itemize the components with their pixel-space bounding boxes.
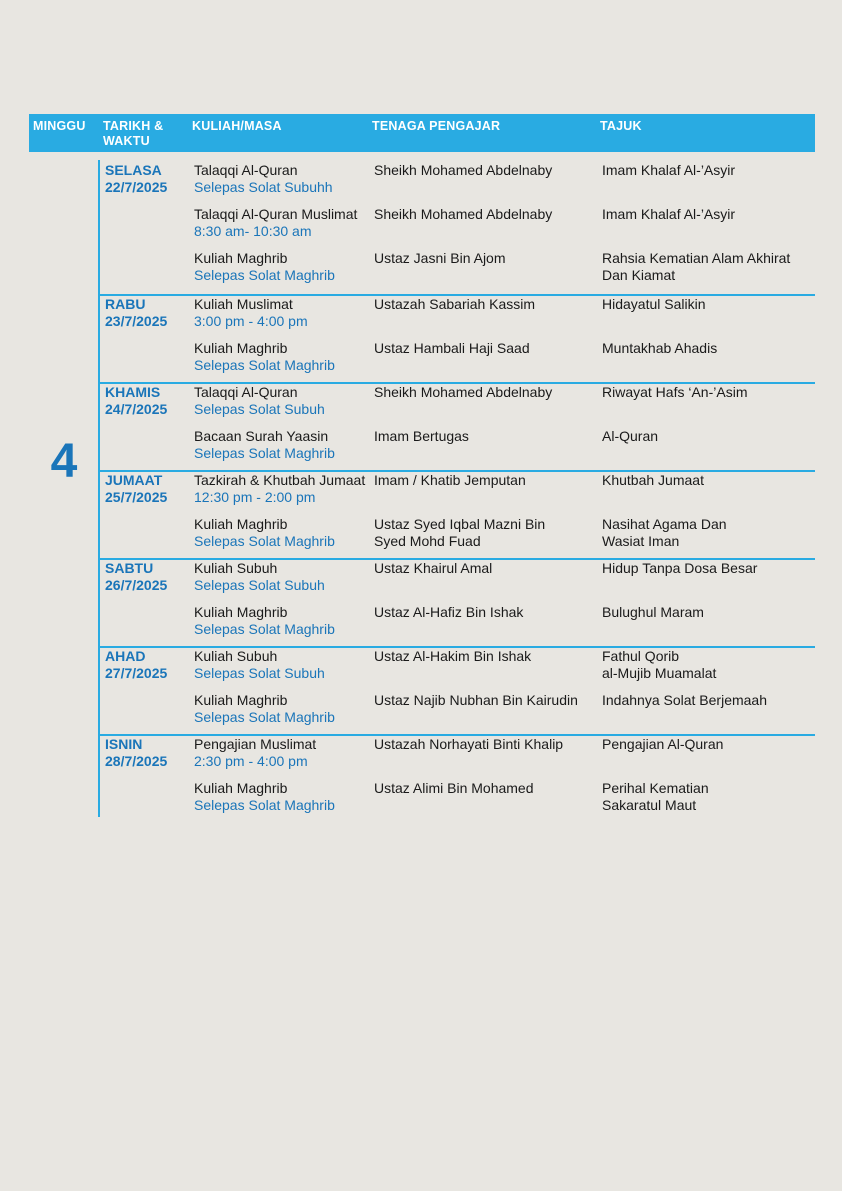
pengajar-name: Ustazah Sabariah Kassim: [374, 296, 536, 312]
tajuk-cell: [602, 296, 814, 313]
day-name: SABTU: [105, 560, 154, 576]
pengajar-name: Imam / Khatib Jemputan: [374, 472, 526, 488]
pengajar-cell: [374, 692, 599, 709]
day-date: 28/7/2025: [105, 753, 168, 769]
pengajar-name: Ustaz Syed Iqbal Mazni Bin: [374, 516, 546, 532]
kuliah-cell: [194, 428, 372, 462]
tajuk-cell: [602, 340, 814, 357]
kuliah-cell: [194, 384, 372, 418]
table-header: [29, 114, 815, 152]
header-tajuk: TAJUK: [600, 119, 642, 133]
day-block: [100, 736, 815, 822]
pengajar-cell: [374, 250, 599, 267]
kuliah-name: Talaqqi Al-Quran: [194, 162, 298, 178]
pengajar-name: Ustaz Al-Hakim Bin Ishak: [374, 648, 532, 664]
kuliah-time: Selepas Solat Maghrib: [194, 621, 335, 637]
kuliah-name: Kuliah Subuh: [194, 560, 278, 576]
kuliah-name: Kuliah Maghrib: [194, 340, 288, 356]
day-block: [100, 648, 815, 736]
pengajar-name: Ustaz Najib Nubhan Bin Kairudin: [374, 692, 578, 708]
kuliah-time: Selepas Solat Maghrib: [194, 533, 335, 549]
schedule-entry: [100, 604, 815, 648]
pengajar-cell: [374, 384, 599, 401]
pengajar-cell: [374, 780, 599, 797]
tajuk-text: Fathul Qorib: [602, 648, 680, 664]
pengajar-name: Ustazah Norhayati Binti Khalip: [374, 736, 564, 752]
pengajar-cell: [374, 736, 599, 753]
day-name: ISNIN: [105, 736, 143, 752]
schedule-entry: [100, 206, 815, 250]
kuliah-cell: [194, 206, 372, 240]
pengajar-name: Ustaz Hambali Haji Saad: [374, 340, 530, 356]
tajuk-text: Hidayatul Salikin: [602, 296, 706, 312]
day-date: 22/7/2025: [105, 179, 168, 195]
schedule-entry: [100, 648, 815, 692]
kuliah-time: 8:30 am- 10:30 am: [194, 223, 312, 239]
week-number: 4: [50, 435, 78, 488]
schedule-entry: [100, 250, 815, 294]
tajuk-text: al-Mujib Muamalat: [602, 665, 717, 681]
day-date: 25/7/2025: [105, 489, 168, 505]
kuliah-time: 12:30 pm - 2:00 pm: [194, 489, 316, 505]
tajuk-cell: [602, 428, 814, 445]
kuliah-cell: [194, 162, 372, 196]
kuliah-time: Selepas Solat Subuh: [194, 665, 325, 681]
pengajar-cell: [374, 516, 599, 550]
pengajar-cell: [374, 162, 599, 179]
pengajar-name: Sheikh Mohamed Abdelnaby: [374, 162, 553, 178]
kuliah-name: Tazkirah & Khutbah Jumaat: [194, 472, 366, 488]
pengajar-cell: [374, 296, 599, 313]
kuliah-name: Kuliah Maghrib: [194, 604, 288, 620]
pengajar-cell: [374, 560, 599, 577]
day-date: 23/7/2025: [105, 313, 168, 329]
kuliah-name: Bacaan Surah Yaasin: [194, 428, 329, 444]
tajuk-text: Indahnya Solat Berjemaah: [602, 692, 767, 708]
schedule-entry: [100, 472, 815, 516]
tajuk-cell: [602, 560, 814, 577]
tajuk-text: Hidup Tanpa Dosa Besar: [602, 560, 758, 576]
header-waktu: WAKTU: [103, 134, 150, 148]
schedule-entry: [100, 428, 815, 472]
kuliah-name: Kuliah Maghrib: [194, 250, 288, 266]
day-name: JUMAAT: [105, 472, 163, 488]
schedule-entry: [100, 384, 815, 428]
schedule-entry: [100, 516, 815, 560]
tajuk-cell: [602, 692, 814, 709]
tajuk-text: Imam Khalaf Al-’Asyir: [602, 206, 736, 222]
tajuk-text: Khutbah Jumaat: [602, 472, 704, 488]
pengajar-cell: [374, 340, 599, 357]
day-block: [100, 384, 815, 472]
tajuk-text: Dan Kiamat: [602, 267, 676, 283]
header-tarikh: TARIKH &: [103, 119, 164, 133]
tajuk-text: Muntakhab Ahadis: [602, 340, 718, 356]
kuliah-name: Talaqqi Al-Quran Muslimat: [194, 206, 358, 222]
tajuk-cell: [602, 604, 814, 621]
schedule-entry: [100, 340, 815, 384]
kuliah-cell: [194, 340, 372, 374]
day-name: KHAMIS: [105, 384, 161, 400]
day-name: AHAD: [105, 648, 146, 664]
kuliah-time: Selepas Solat Subuhh: [194, 179, 333, 195]
kuliah-time: Selepas Solat Maghrib: [194, 267, 335, 283]
kuliah-cell: [194, 560, 372, 594]
pengajar-name: Ustaz Khairul Amal: [374, 560, 493, 576]
tajuk-cell: [602, 250, 814, 284]
kuliah-time: Selepas Solat Maghrib: [194, 445, 335, 461]
schedule-entry: [100, 296, 815, 340]
pengajar-cell: [374, 648, 599, 665]
kuliah-name: Kuliah Maghrib: [194, 516, 288, 532]
schedule-entry: [100, 162, 815, 206]
schedule-entry: [100, 780, 815, 824]
kuliah-cell: [194, 250, 372, 284]
tajuk-text: Perihal Kematian: [602, 780, 709, 796]
tajuk-cell: [602, 780, 814, 814]
tajuk-cell: [602, 516, 814, 550]
pengajar-name: Imam Bertugas: [374, 428, 469, 444]
day-name: SELASA: [105, 162, 162, 178]
kuliah-name: Kuliah Maghrib: [194, 780, 288, 796]
schedule-entry: [100, 736, 815, 780]
kuliah-name: Kuliah Subuh: [194, 648, 278, 664]
kuliah-time: Selepas Solat Subuh: [194, 401, 325, 417]
tajuk-text: Pengajian Al-Quran: [602, 736, 724, 752]
tajuk-text: Riwayat Hafs ‘An-’Asim: [602, 384, 748, 400]
schedule-entry: [100, 692, 815, 736]
pengajar-cell: [374, 428, 599, 445]
tajuk-cell: [602, 648, 814, 682]
pengajar-name: Syed Mohd Fuad: [374, 533, 481, 549]
day-name: RABU: [105, 296, 146, 312]
kuliah-cell: [194, 780, 372, 814]
day-date: 24/7/2025: [105, 401, 168, 417]
kuliah-name: Kuliah Maghrib: [194, 692, 288, 708]
pengajar-name: Ustaz Alimi Bin Mohamed: [374, 780, 534, 796]
kuliah-cell: [194, 736, 372, 770]
header-tenaga-pengajar: TENAGA PENGAJAR: [372, 119, 501, 133]
tajuk-text: Rahsia Kematian Alam Akhirat: [602, 250, 791, 266]
tajuk-text: Nasihat Agama Dan: [602, 516, 727, 532]
pengajar-name: Ustaz Al-Hafiz Bin Ishak: [374, 604, 524, 620]
kuliah-time: Selepas Solat Subuh: [194, 577, 325, 593]
pengajar-name: Sheikh Mohamed Abdelnaby: [374, 206, 553, 222]
pengajar-cell: [374, 604, 599, 621]
kuliah-name: Kuliah Muslimat: [194, 296, 293, 312]
kuliah-time: Selepas Solat Maghrib: [194, 709, 335, 725]
kuliah-cell: [194, 692, 372, 726]
kuliah-time: Selepas Solat Maghrib: [194, 797, 335, 813]
kuliah-cell: [194, 296, 372, 330]
schedule-entry: [100, 560, 815, 604]
tajuk-cell: [602, 384, 814, 401]
kuliah-time: 2:30 pm - 4:00 pm: [194, 753, 308, 769]
day-date: 26/7/2025: [105, 577, 168, 593]
pengajar-name: Sheikh Mohamed Abdelnaby: [374, 384, 553, 400]
tajuk-cell: [602, 736, 814, 753]
pengajar-cell: [374, 472, 599, 489]
kuliah-time: Selepas Solat Maghrib: [194, 357, 335, 373]
kuliah-time: 3:00 pm - 4:00 pm: [194, 313, 308, 329]
header-minggu: MINGGU: [33, 119, 86, 133]
day-block: [100, 560, 815, 648]
tajuk-cell: [602, 206, 814, 223]
pengajar-name: Ustaz Jasni Bin Ajom: [374, 250, 506, 266]
day-block: [100, 296, 815, 384]
tajuk-text: Wasiat Iman: [602, 533, 680, 549]
header-tarikh-waktu: [103, 119, 163, 149]
tajuk-cell: [602, 162, 814, 179]
kuliah-cell: [194, 648, 372, 682]
day-date: 27/7/2025: [105, 665, 168, 681]
kuliah-cell: [194, 516, 372, 550]
tajuk-text: Bulughul Maram: [602, 604, 704, 620]
kuliah-cell: [194, 604, 372, 638]
tajuk-text: Imam Khalaf Al-’Asyir: [602, 162, 736, 178]
pengajar-cell: [374, 206, 599, 223]
kuliah-cell: [194, 472, 372, 506]
tajuk-cell: [602, 472, 814, 489]
day-block: [100, 472, 815, 560]
schedule-days: [100, 162, 815, 822]
header-kuliah-masa: KULIAH/MASA: [192, 119, 282, 133]
kuliah-name: Pengajian Muslimat: [194, 736, 317, 752]
tajuk-text: Sakaratul Maut: [602, 797, 697, 813]
tajuk-text: Al-Quran: [602, 428, 659, 444]
day-block: [100, 162, 815, 296]
kuliah-name: Talaqqi Al-Quran: [194, 384, 298, 400]
